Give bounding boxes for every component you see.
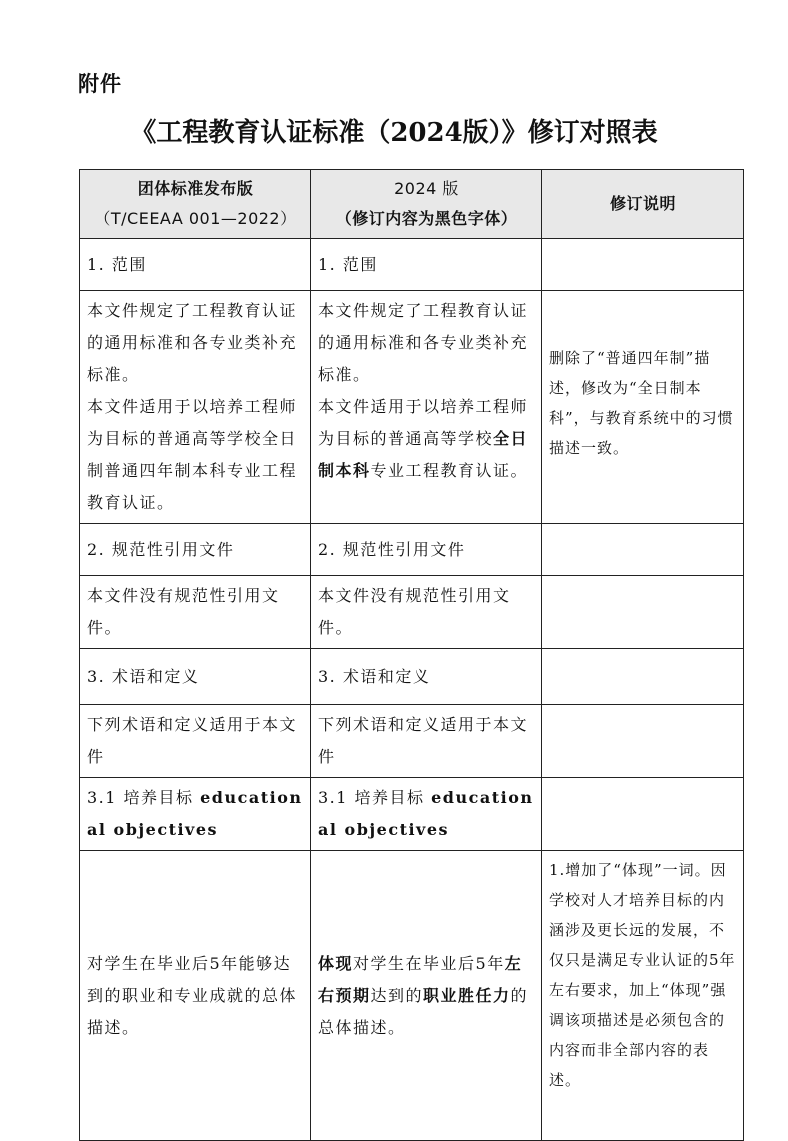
- header-revision-note: [542, 170, 744, 239]
- new-scope-heading: 1. 范围: [311, 239, 542, 291]
- old-terms-body: 下列术语和定义适用于本文件: [80, 705, 311, 778]
- empty-note-cell: [542, 524, 744, 576]
- old-terms-heading: 3. 术语和定义: [80, 649, 311, 705]
- revision-comparison-table: [79, 169, 744, 1141]
- old-objectives-heading-cn: 3.1 培养目标: [87, 788, 201, 807]
- new-objectives-text-2: 达到的: [370, 985, 424, 1005]
- table-row: [80, 524, 744, 576]
- table-row: [80, 291, 744, 524]
- header-new-version-title: 2024 版: [394, 179, 459, 198]
- new-objectives-text-1: 对学生在毕业后5年: [353, 953, 505, 973]
- table-row: [80, 576, 744, 649]
- old-scope-p1: 本文件规定了工程教育认证的通用标准和各专业类补充标准。: [87, 301, 298, 384]
- old-refs-body: 本文件没有规范性引用文件。: [80, 576, 311, 649]
- old-scope-body: [80, 291, 311, 524]
- new-scope-p1: 本文件规定了工程教育认证的通用标准和各专业类补充标准。: [318, 301, 529, 384]
- old-objectives-body: 对学生在毕业后5年能够达到的职业和专业成就的总体描述。: [80, 851, 311, 1141]
- empty-note-cell: [542, 705, 744, 778]
- header-old-version: [80, 170, 311, 239]
- new-objectives-heading-cn: 3.1 培养目标: [318, 788, 432, 807]
- old-objectives-heading: [80, 778, 311, 851]
- table-header-row: [80, 170, 744, 239]
- header-old-version-title: 团体标准发布版: [137, 179, 254, 198]
- attachment-label: 附件: [78, 72, 122, 96]
- table-row: [80, 239, 744, 291]
- empty-note-cell: [542, 576, 744, 649]
- empty-note-cell: [542, 239, 744, 291]
- new-refs-heading: 2. 规范性引用文件: [311, 524, 542, 576]
- new-refs-body: 本文件没有规范性引用文件。: [311, 576, 542, 649]
- new-scope-body: [311, 291, 542, 524]
- header-old-version-code: （T/CEEAA 001—2022）: [94, 209, 297, 228]
- objectives-revision-note: [542, 851, 744, 1141]
- scope-revision-note: [542, 291, 744, 524]
- new-objectives-bold-2: 左右预期: [318, 953, 523, 1005]
- new-objectives-heading: [311, 778, 542, 851]
- empty-note-cell: [542, 649, 744, 705]
- objectives-revision-note-text: 1.增加了“体现”一词。因学校对人才培养目标的内涵涉及更长远的发展，不仅只是满足专业认证的5年左右要求，加上“体现”强调该项描述是必须包含的内容而非全部内容的表述。: [549, 861, 736, 1089]
- new-objectives-bold-3: 职业胜任力: [423, 985, 511, 1005]
- old-scope-p2: 本文件适用于以培养工程师为目标的普通高等学校全日制普通四年制本科专业工程教育认证。: [87, 397, 298, 512]
- header-revision-note-label: 修订说明: [609, 194, 676, 213]
- new-scope-p2: [318, 391, 535, 487]
- old-objectives-heading-en: educational objectives: [87, 788, 303, 839]
- table-row: [80, 778, 744, 851]
- document-title: 《工程教育认证标准（2024版）》修订对照表: [130, 118, 658, 148]
- scope-revision-note-text: 删除了“普通四年制”描述，修改为“全日制本科”，与教育系统中的习惯描述一致。: [549, 349, 734, 457]
- new-objectives-body: [311, 851, 542, 1141]
- table-row: [80, 705, 744, 778]
- new-scope-p2-bold: 全日制本科: [318, 429, 529, 480]
- new-objectives-heading-en: educational objectives: [318, 788, 534, 839]
- old-refs-heading: 2. 规范性引用文件: [80, 524, 311, 576]
- new-terms-heading: 3. 术语和定义: [311, 649, 542, 705]
- new-scope-p2-text-b: 专业工程教育认证。: [370, 461, 529, 480]
- header-new-version-note: （修订内容为黑色字体）: [335, 209, 518, 228]
- new-objectives-bold-1: 体现: [318, 953, 354, 973]
- table-row: [80, 851, 744, 1141]
- new-scope-p2-text-a: 本文件适用于以培养工程师为目标的普通高等学校: [318, 397, 529, 448]
- header-new-version: [311, 170, 542, 239]
- old-scope-heading: 1. 范围: [80, 239, 311, 291]
- table-row: [80, 649, 744, 705]
- new-terms-body: 下列术语和定义适用于本文件: [311, 705, 542, 778]
- empty-note-cell: [542, 778, 744, 851]
- new-objectives-text-3: 的总体描述。: [318, 985, 529, 1037]
